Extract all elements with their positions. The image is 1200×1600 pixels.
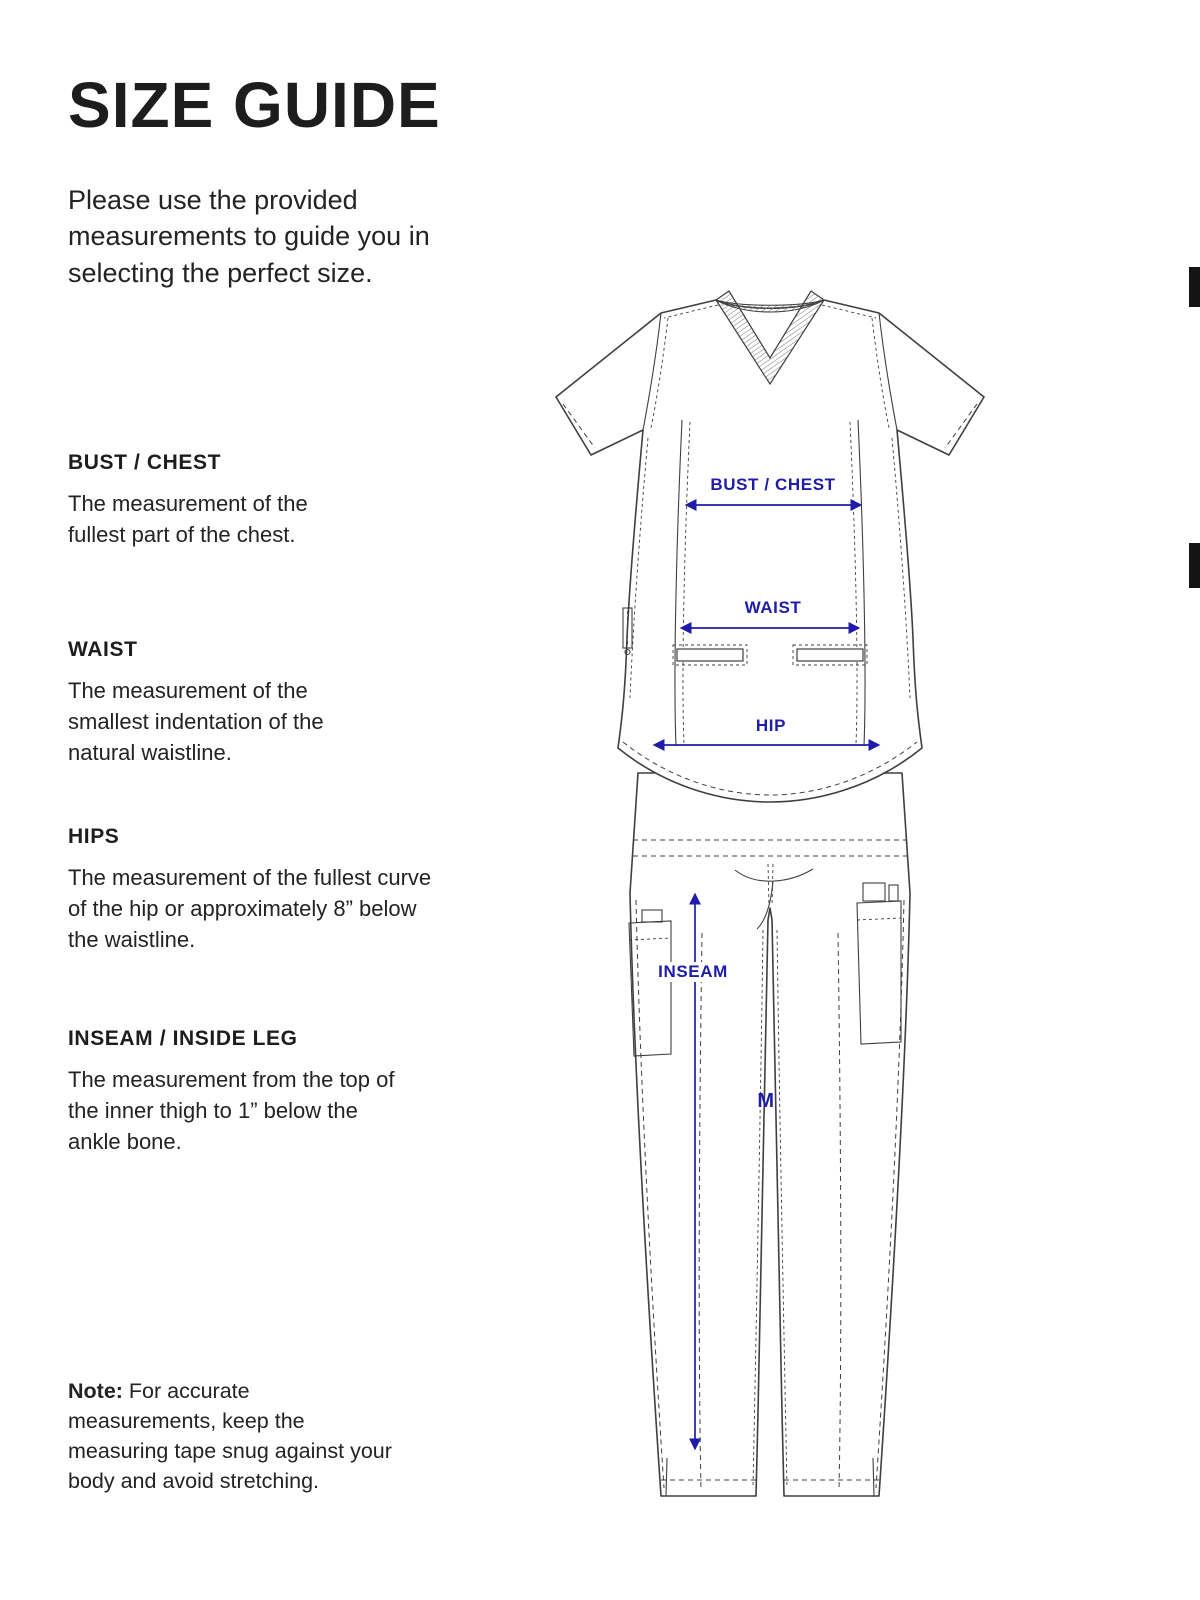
bust-measure-label: BUST / CHEST xyxy=(705,475,840,495)
hip-measure-label: HIP xyxy=(751,716,791,736)
inseam-measure-label: INSEAM xyxy=(653,962,733,982)
section-heading-waist: WAIST xyxy=(68,638,138,661)
section-heading-inseam: INSEAM / INSIDE LEG xyxy=(68,1027,298,1050)
right-edge-artifact xyxy=(1189,543,1200,588)
scrubs-illustration xyxy=(530,278,1000,1528)
note-text xyxy=(68,1376,403,1496)
page-title: SIZE GUIDE xyxy=(68,69,441,141)
waist-measure-label: WAIST xyxy=(740,598,807,618)
right-edge-artifact xyxy=(1189,267,1200,307)
section-heading-bust: BUST / CHEST xyxy=(68,451,222,474)
section-heading-hips: HIPS xyxy=(68,825,120,848)
intro-text: Please use the provided measurements to guide you in selecting the perfect size. xyxy=(68,185,430,288)
section-body-hips: The measurement of the fullest curve of the hip or approximately 8” below the waistline. xyxy=(68,865,432,953)
section-body-inseam: The measurement from the top of the inner thigh to 1” below the ankle bone. xyxy=(68,1067,395,1155)
scrub-pants-drawing xyxy=(629,773,910,1496)
size-label: M xyxy=(757,1090,775,1112)
note-body: For accurate measurements, keep the measuring tape snug against your body and avoid stretching. xyxy=(68,1379,392,1494)
scrubs-diagram xyxy=(530,278,1000,1528)
section-body-bust: The measurement of the fullest part of the chest. xyxy=(68,491,308,548)
note-label: Note: xyxy=(68,1379,123,1403)
section-body-waist: The measurement of the smallest indentation of the natural waistline. xyxy=(68,678,324,766)
